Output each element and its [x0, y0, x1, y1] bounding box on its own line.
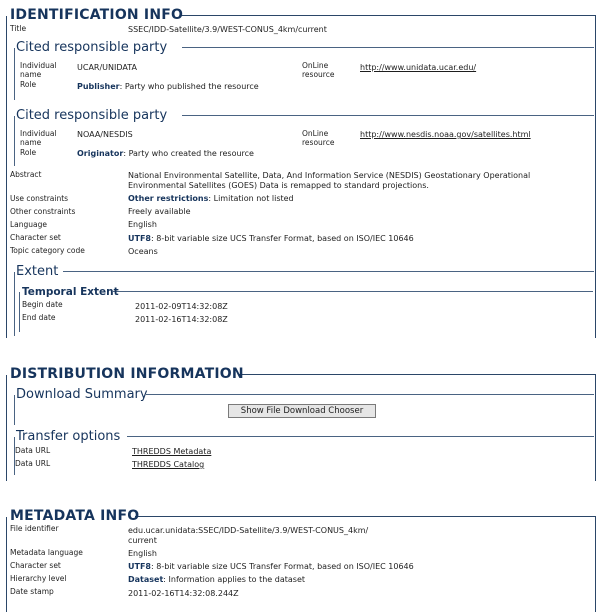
- data-url-label-2: Data URL: [15, 459, 51, 468]
- show-file-download-chooser-button[interactable]: Show File Download Chooser: [228, 404, 376, 418]
- begin-date-value: 2011-02-09T14:32:08Z: [135, 302, 228, 311]
- use-constraints-label: Use constraints: [10, 194, 69, 203]
- party2-role-label: Role: [20, 148, 37, 157]
- party2-online-link[interactable]: http://www.nesdis.noaa.gov/satellites.html: [360, 130, 531, 139]
- use-constraints-name: Other restrictions: [128, 194, 209, 203]
- metadata-heading: METADATA INFO: [10, 508, 140, 524]
- download-summary-heading: Download Summary: [16, 387, 148, 402]
- hierarchy-level-name: Dataset: [128, 575, 164, 584]
- title-value: SSEC/IDD-Satellite/3.9/WEST-CONUS_4km/current: [128, 25, 327, 34]
- cited-party-1: [10, 40, 594, 100]
- party2-name-value: NOAA/NESDIS: [77, 130, 133, 139]
- metadata-charset-label: Character set: [10, 561, 61, 570]
- title-label: Title: [10, 24, 27, 33]
- party1-heading: Cited responsible party: [16, 40, 168, 55]
- end-date-label: End date: [22, 313, 56, 322]
- date-stamp-label: Date stamp: [10, 587, 54, 596]
- language-label: Language: [10, 220, 48, 229]
- party1-online-label-1: OnLine: [302, 61, 329, 70]
- distribution-heading: DISTRIBUTION INFORMATION: [10, 366, 244, 382]
- party2-online-label-1: OnLine: [302, 129, 329, 138]
- metadata-language-label: Metadata language: [10, 548, 83, 557]
- other-constraints-value: Freely available: [128, 207, 191, 216]
- temporal-extent-heading: Temporal Extent: [22, 286, 119, 298]
- metadata-charset-value: [128, 562, 414, 572]
- abstract-label: Abstract: [10, 170, 42, 179]
- identification-heading: IDENTIFICATION INFO: [10, 7, 184, 23]
- file-identifier-line-2: current: [128, 536, 157, 545]
- end-date-value: 2011-02-16T14:32:08Z: [135, 315, 228, 324]
- party2-heading: Cited responsible party: [16, 108, 168, 123]
- party2-role-desc: : Party who created the resource: [123, 149, 254, 158]
- other-constraints-label: Other constraints: [10, 207, 76, 216]
- hierarchy-level-label: Hierarchy level: [10, 574, 67, 583]
- party2-role-value: [77, 149, 254, 159]
- date-stamp-value: 2011-02-16T14:32:08.244Z: [128, 589, 239, 598]
- data-url-label-1: Data URL: [15, 446, 51, 455]
- party1-role-value: [77, 82, 259, 92]
- transfer-options-section: [10, 429, 594, 475]
- language-value: English: [128, 220, 157, 229]
- party1-role-label: Role: [20, 80, 37, 89]
- use-constraints-value: [128, 194, 294, 204]
- topic-label: Topic category code: [10, 246, 85, 255]
- charset-name: UTF8: [128, 234, 151, 243]
- download-summary-section: [10, 387, 594, 425]
- extent-heading: Extent: [16, 264, 59, 279]
- party1-role-name: Publisher: [77, 82, 120, 91]
- thredds-catalog-link[interactable]: THREDDS Catalog: [132, 460, 205, 469]
- extent-section: [10, 264, 594, 336]
- party1-name-value: UCAR/UNIDATA: [77, 63, 137, 72]
- party1-name-label-2: name: [20, 70, 42, 79]
- thredds-metadata-link[interactable]: THREDDS Metadata: [132, 447, 212, 456]
- party2-online-label-2: resource: [302, 138, 335, 147]
- party1-online-link[interactable]: http://www.unidata.ucar.edu/: [360, 63, 477, 72]
- charset-value: [128, 234, 414, 244]
- hierarchy-level-value: [128, 575, 305, 585]
- metadata-charset-desc: : 8-bit variable size UCS Transfer Format, based on ISO/IEC 10646: [150, 562, 414, 571]
- cited-party-2: [10, 108, 594, 166]
- party2-role-name: Originator: [77, 149, 124, 158]
- party1-name-label-1: Individual: [20, 61, 57, 70]
- party2-name-label-1: Individual: [20, 129, 57, 138]
- hierarchy-level-desc: : Information applies to the dataset: [163, 575, 305, 584]
- file-identifier-line-1: edu.ucar.unidata:SSEC/IDD-Satellite/3.9/WEST-CONUS_4km/: [128, 526, 369, 535]
- abstract-line-2: Environmental Satellites (GOES) Data is remapped to standard projections.: [128, 181, 429, 190]
- metadata-charset-name: UTF8: [128, 562, 151, 571]
- party2-name-label-2: name: [20, 138, 42, 147]
- charset-desc: : 8-bit variable size UCS Transfer Format, based on ISO/IEC 10646: [150, 234, 414, 243]
- begin-date-label: Begin date: [22, 300, 63, 309]
- metadata-language-value: English: [128, 549, 157, 558]
- abstract-line-1: National Environmental Satellite, Data, And Information Service (NESDIS) Geostationary Operational: [128, 171, 531, 180]
- party1-online-label-2: resource: [302, 70, 335, 79]
- party1-role-desc: : Party who published the resource: [119, 82, 259, 91]
- charset-label: Character set: [10, 233, 61, 242]
- file-identifier-label: File identifier: [10, 524, 59, 533]
- use-constraints-desc: : Limitation not listed: [208, 194, 294, 203]
- topic-value: Oceans: [128, 247, 158, 256]
- transfer-options-heading: Transfer options: [16, 429, 121, 444]
